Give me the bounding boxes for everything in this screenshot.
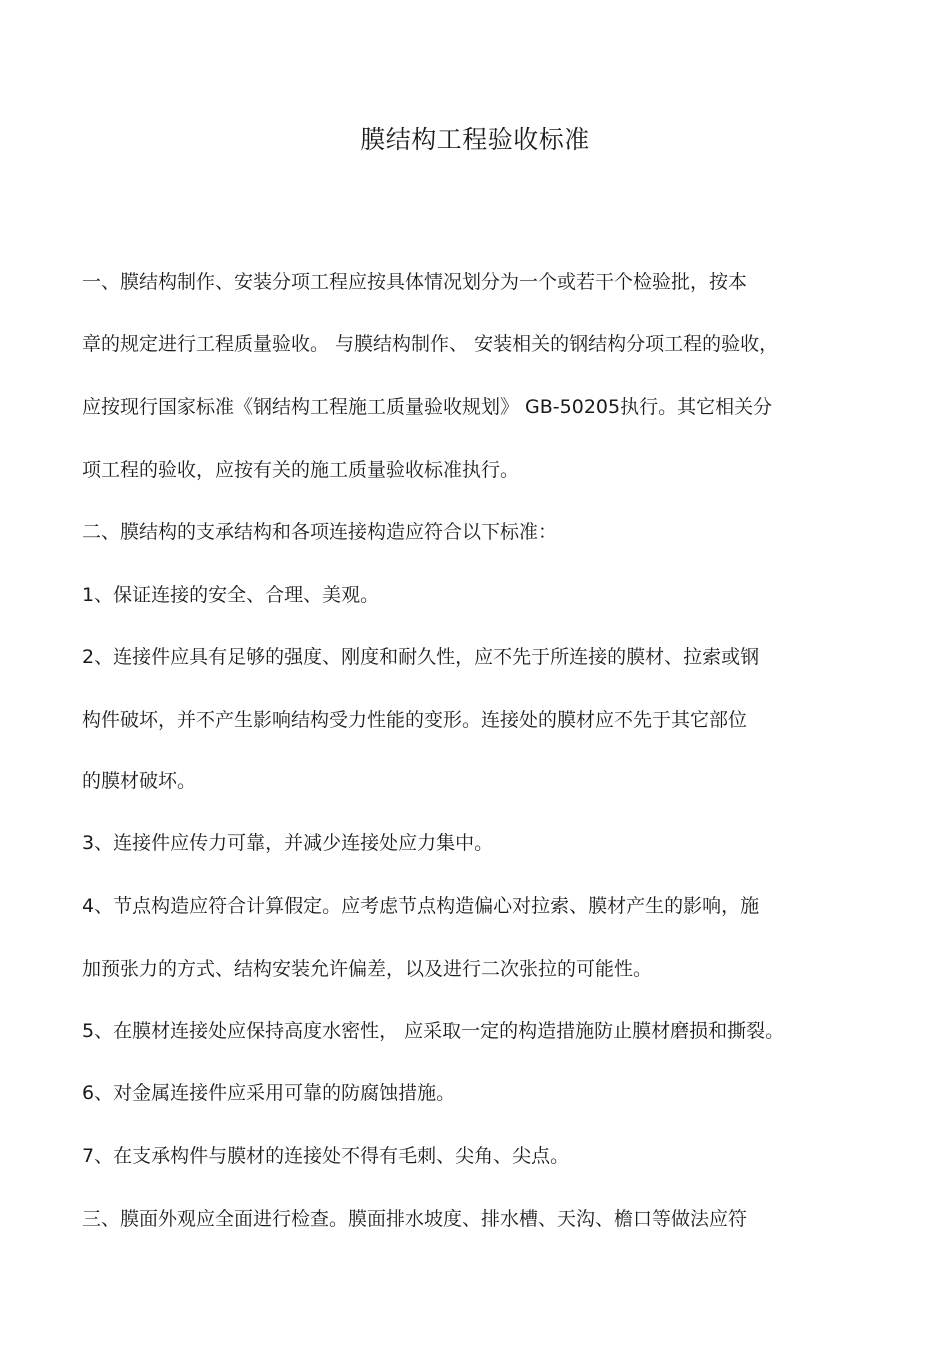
paragraph-line: 加预张力的方式、结构安装允许偏差，以及进行二次张拉的可能性。	[82, 958, 653, 980]
document-title: 膜结构工程验收标准	[360, 125, 590, 154]
paragraph-line: 2、连接件应具有足够的强度、刚度和耐久性，应不先于所连接的膜材、拉索或钢	[82, 646, 760, 668]
paragraph-line: 三、膜面外观应全面进行检查。膜面排水坡度、排水槽、天沟、檐口等做法应符	[82, 1208, 748, 1230]
paragraph-line: 5、在膜材连接处应保持高度水密性， 应采取一定的构造措施防止膜材磨损和撕裂。	[82, 1020, 785, 1042]
paragraph-line: 1、保证连接的安全、合理、美观。	[82, 584, 380, 606]
paragraph-line: 6、对金属连接件应采用可靠的防腐蚀措施。	[82, 1082, 456, 1104]
paragraph-line: 3、连接件应传力可靠，并减少连接处应力集中。	[82, 832, 494, 854]
paragraph-line: 7、在支承构件与膜材的连接处不得有毛刺、尖角、尖点。	[82, 1145, 570, 1167]
paragraph-line: 应按现行国家标准《钢结构工程施工质量验收规划》 GB-50205执行。其它相关分	[82, 396, 773, 418]
paragraph-line: 项工程的验收，应按有关的施工质量验收标准执行。	[82, 459, 520, 481]
paragraph-line: 二、膜结构的支承结构和各项连接构造应符合以下标准：	[82, 521, 558, 543]
paragraph-line: 章的规定进行工程质量验收。 与膜结构制作、 安装相关的钢结构分项工程的验收，	[82, 333, 779, 355]
paragraph-line: 4、节点构造应符合计算假定。应考虑节点构造偏心对拉索、膜材产生的影响，施	[82, 895, 760, 917]
paragraph-line: 一、膜结构制作、安装分项工程应按具体情况划分为一个或若干个检验批，按本	[82, 271, 748, 293]
paragraph-line: 的膜材破坏。	[82, 770, 197, 792]
paragraph-line: 构件破坏，并不产生影响结构受力性能的变形。连接处的膜材应不先于其它部位	[82, 709, 748, 731]
